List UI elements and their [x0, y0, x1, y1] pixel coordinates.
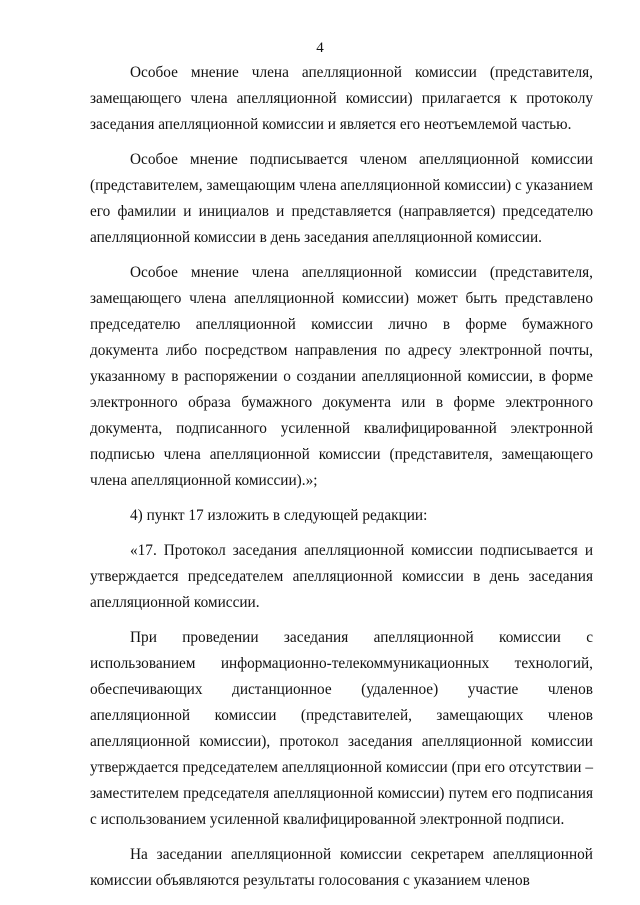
document-body	[90, 60, 593, 894]
paragraph-remote-meeting-protocol: При проведении заседания апелляционной комиссии с использованием информационно-телекоммуникационных технологий, обеспечивающих дистанционное (удаленное) участие членов апелляционной комиссии (представителей, замещающих членов апелляционной комиссии), протокол заседания апелляционной комиссии утверждается председателем апелляционной комиссии (при его отсутствии – заместителем председателя апелляционной комиссии) путем его подписания с использованием усиленной квалифицированной электронной подписи.	[90, 629, 593, 828]
paragraph-voting-results: На заседании апелляционной комиссии секретарем апелляционной комиссии объявляются результаты голосования с указанием членов	[90, 846, 593, 889]
paragraph-amendment-item-4: 4) пункт 17 изложить в следующей редакции:	[130, 507, 428, 524]
page-number: 4	[316, 40, 324, 56]
paragraph-dissenting-opinion-signed: Особое мнение подписывается членом апелляционной комиссии (представителем, замещающим члена апелляционной комиссии) с указанием его фамилии и инициалов и представляется (направляется) председателю апелляционной комиссии в день заседания апелляционной комиссии.	[90, 151, 593, 246]
paragraph-clause-17: «17. Протокол заседания апелляционной комиссии подписывается и утверждается председателем апелляционной комиссии в день заседания апелляционной комиссии.	[90, 542, 593, 611]
paragraph-dissenting-opinion-attached: Особое мнение члена апелляционной комиссии (представителя, замещающего члена апелляционной комиссии) прилагается к протоколу заседания апелляционной комиссии и является его неотъемлемой частью.	[90, 64, 593, 133]
paragraph-dissenting-opinion-submission: Особое мнение члена апелляционной комиссии (представителя, замещающего члена апелляционной комиссии) может быть представлено председателю апелляционной комиссии лично в форме бумажного документа либо посредством направления по адресу электронной почты, указанному в распоряжении о создании апелляционной комиссии, в форме электронного образа бумажного документа или в форме электронного документа, подписанного усиленной квалифицированной электронной подписью члена апелляционной комиссии (представителя, замещающего члена апелляционной комиссии).»;	[90, 264, 593, 489]
